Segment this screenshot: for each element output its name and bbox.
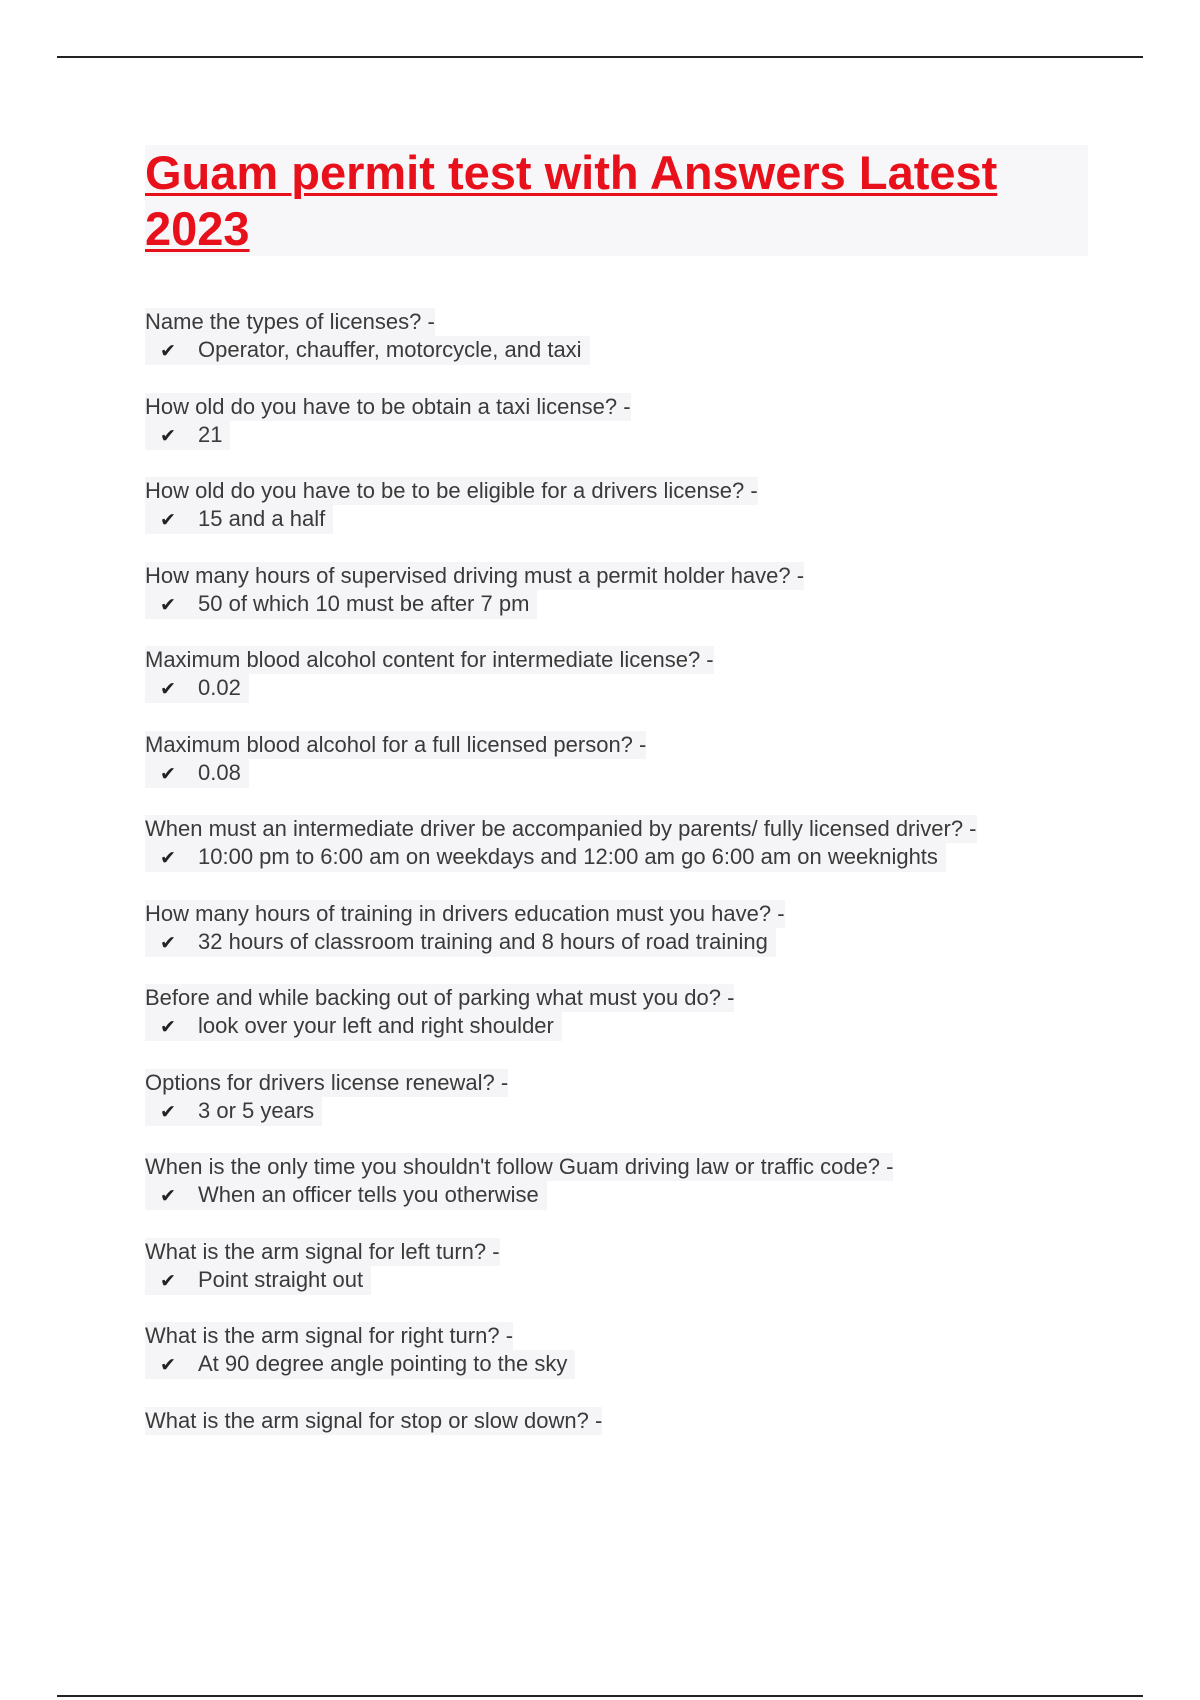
answer-text: 32 hours of classroom training and 8 hours of road training <box>198 928 768 954</box>
answer-row <box>145 843 1090 872</box>
qa-list <box>145 308 1090 1491</box>
answer-text: 21 <box>198 421 223 447</box>
checkmark-icon: ✔ <box>160 931 176 954</box>
answer-text: 3 or 5 years <box>198 1097 315 1123</box>
question-text: Before and while backing out of parking what must you do? - <box>145 985 735 1010</box>
question-text: How old do you have to be to be eligible for a drivers license? - <box>145 478 758 503</box>
answer-row <box>145 1097 1090 1126</box>
answer-text: 50 of which 10 must be after 7 pm <box>198 590 530 616</box>
answer-row <box>145 674 1090 703</box>
qa-item <box>145 731 1090 816</box>
answer <box>145 759 249 788</box>
document-title: Guam permit test with Answers Latest 2023 <box>145 146 998 255</box>
checkmark-icon: ✔ <box>160 847 176 869</box>
title-block <box>145 145 1088 256</box>
answer-text: 0.02 <box>198 675 241 700</box>
question-text: How old do you have to be obtain a taxi license? - <box>145 393 631 419</box>
qa-item <box>145 1153 1090 1238</box>
answer-row <box>145 1181 1090 1210</box>
answer-row <box>145 1012 1090 1041</box>
question-text: Maximum blood alcohol content for intermediate license? - <box>145 647 714 672</box>
checkmark-icon: ✔ <box>160 1354 176 1376</box>
qa-item <box>145 646 1090 731</box>
checkmark-icon: ✔ <box>160 593 176 616</box>
qa-item <box>145 1069 1090 1154</box>
qa-item <box>145 984 1090 1069</box>
checkmark-icon: ✔ <box>160 678 176 700</box>
question-text: What is the arm signal for right turn? - <box>145 1323 514 1348</box>
answer-text: 0.08 <box>198 759 241 785</box>
question-text: How many hours of supervised driving must a permit holder have? - <box>145 562 805 588</box>
answer-row <box>145 590 1090 619</box>
qa-item <box>145 308 1090 393</box>
answer <box>145 928 776 957</box>
answer-text: Point straight out <box>198 1266 364 1292</box>
checkmark-icon: ✔ <box>160 1016 176 1038</box>
answer-text: 10:00 pm to 6:00 am on weekdays and 12:00 am go 6:00 am on weeknights <box>198 844 938 869</box>
answer <box>145 843 946 872</box>
checkmark-icon: ✔ <box>160 1100 176 1123</box>
qa-item <box>145 562 1090 647</box>
question-text: Options for drivers license renewal? - <box>145 1069 509 1095</box>
question-text: Name the types of licenses? - <box>145 309 435 334</box>
answer <box>145 421 230 450</box>
question-text: Maximum blood alcohol for a full licensed person? - <box>145 731 647 757</box>
page-top-rule <box>57 56 1143 58</box>
qa-item <box>145 1238 1090 1323</box>
question-text: When must an intermediate driver be accompanied by parents/ fully licensed driver? - <box>145 816 977 841</box>
qa-item <box>145 477 1090 562</box>
question-text: When is the only time you shouldn't follow Guam driving law or traffic code? - <box>145 1154 894 1179</box>
checkmark-icon: ✔ <box>160 762 176 785</box>
answer <box>145 674 249 703</box>
answer-row <box>145 421 1090 450</box>
answer <box>145 1181 547 1210</box>
answer <box>145 505 333 534</box>
answer-row <box>145 1350 1090 1379</box>
checkmark-icon: ✔ <box>160 424 176 447</box>
qa-item <box>145 1407 1090 1492</box>
answer-text: At 90 degree angle pointing to the sky <box>198 1351 568 1376</box>
checkmark-icon: ✔ <box>160 509 176 531</box>
answer-row <box>145 928 1090 957</box>
answer-text: 15 and a half <box>198 506 326 531</box>
question-text: What is the arm signal for left turn? - <box>145 1238 500 1264</box>
answer-text: look over your left and right shoulder <box>198 1013 554 1038</box>
answer-text: When an officer tells you otherwise <box>198 1182 539 1207</box>
answer-row <box>145 759 1090 788</box>
qa-item <box>145 1322 1090 1407</box>
checkmark-icon: ✔ <box>160 1269 176 1292</box>
question-text: How many hours of training in drivers education must you have? - <box>145 900 785 926</box>
document-body <box>145 145 1090 1491</box>
checkmark-icon: ✔ <box>160 1185 176 1207</box>
answer-row <box>145 336 1090 365</box>
answer <box>145 336 590 365</box>
answer-text: Operator, chauffer, motorcycle, and taxi <box>198 337 582 362</box>
question-text: What is the arm signal for stop or slow down? - <box>145 1407 603 1433</box>
answer <box>145 1266 371 1295</box>
answer <box>145 590 537 619</box>
page-bottom-rule <box>57 1695 1143 1697</box>
qa-item <box>145 815 1090 900</box>
qa-item <box>145 393 1090 478</box>
answer <box>145 1350 575 1379</box>
answer-row <box>145 505 1090 534</box>
qa-item <box>145 900 1090 985</box>
answer <box>145 1012 562 1041</box>
checkmark-icon: ✔ <box>160 340 176 362</box>
answer-row <box>145 1266 1090 1295</box>
answer <box>145 1097 322 1126</box>
